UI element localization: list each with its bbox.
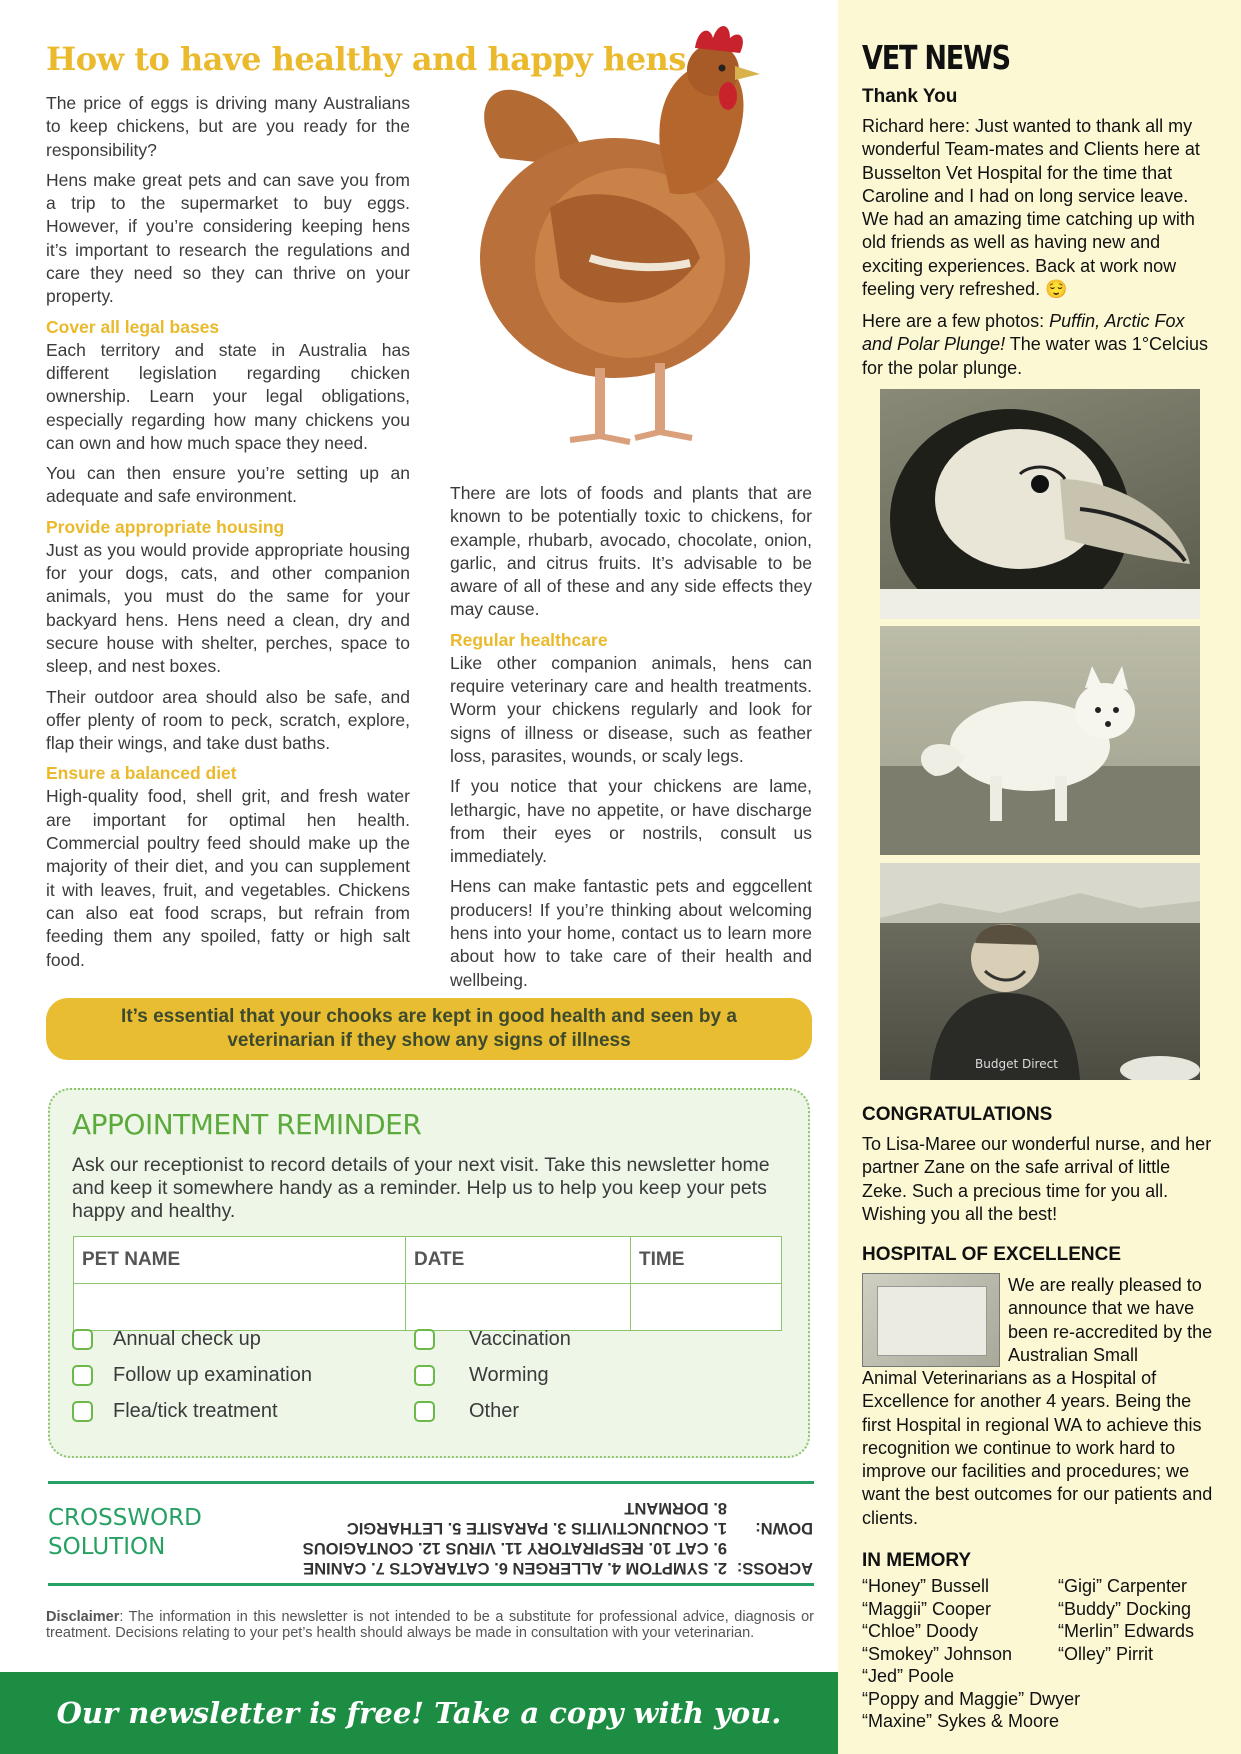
memory-row [862,1575,1222,1598]
legal-heading: Cover all legal bases [46,316,220,337]
pet-name-header: PET NAME [74,1237,406,1284]
checkbox-icon[interactable] [414,1401,435,1422]
photos-intro-text: Here are a few photos: [862,311,1050,331]
memory-name: “Maxine” Sykes & Moore [862,1711,1060,1731]
checkbox-flea-tick[interactable] [72,1400,278,1423]
photos-outro-text: The water was 1°Celcius for the polar plunge. [862,334,1209,378]
disclaimer-text: : The information in this newsletter is not intended to be a substitute for professional advice, diagnosis or treatment. Decisions relating to your pet’s health should always be made in consultation with your veterinarian. [46,1609,814,1641]
divider [48,1481,814,1484]
crossword-title-line: SOLUTION [48,1534,166,1560]
checkbox-label: Follow up examination [113,1364,312,1386]
date-header: DATE [406,1237,631,1284]
diet-heading: Ensure a balanced diet [46,763,237,784]
memory-row [862,1598,1222,1621]
appointment-title: APPOINTMENT REMINDER [72,1108,422,1141]
healthcare-paragraph-3: Hens can make fantastic pets and eggcellent producers! If you’re thinking about welcoming hens into your home, contact us to learn more about how to take care of their health and wellbeing. [450,876,812,990]
checkbox-icon[interactable] [72,1401,93,1422]
divider [48,1583,814,1586]
toxic-paragraph: There are lots of foods and plants that are known to be potentially toxic to chickens, for example, rhubarb, avocado, chocolate, onion, garlic, and citrus fruits. It’s advisable to be aware of all of these and any side effects they may cause. [450,483,812,620]
across-answers: 9. CAT 10. RESPIRATORY 11. VIRUS 12. CONTAGIOUS [302,1539,727,1557]
checkbox-icon[interactable] [414,1365,435,1386]
crossword-title [48,1504,202,1562]
photos-names: Puffin, Arctic Fox and Polar Plunge! [862,311,1185,355]
disclaimer [46,1609,814,1641]
checkbox-follow-up[interactable] [72,1364,312,1387]
checkbox-label: Other [469,1400,520,1422]
healthcare-heading: Regular healthcare [450,629,608,650]
memory-row [862,1643,1222,1666]
footer-banner: Our newsletter is free! Take a copy with you. [0,1672,838,1754]
left-column [46,92,410,979]
housing-paragraph: Just as you would provide appropriate housing for your dogs, cats, and other companion animals, you must do the same for your backyard hens. Hens need a clean, dry and secure house with shelter, perches, space to sleep, and nest boxes. [46,539,410,677]
memory-name: “Maggii” Cooper [862,1598,992,1619]
memory-name: “Olley” Pirrit [1058,1643,1153,1664]
crossword-title-line: CROSSWORD [48,1505,202,1531]
polar-plunge-photo [880,863,1200,1080]
pet-name-field[interactable] [74,1284,406,1331]
memory-name: “Gigi” Carpenter [1058,1576,1188,1596]
photo-shirt-label: Budget Direct [975,1057,1058,1071]
checkbox-other[interactable] [414,1400,519,1423]
down-label: DOWN: [755,1519,813,1537]
disclaimer-label: Disclaimer [46,1609,120,1625]
healthcare-paragraph-2: If you notice that your chickens are lame, lethargic, have no appetite, or have discharge from their eyes or nostrils, consult us immediately. [450,776,812,867]
time-field[interactable] [631,1284,782,1331]
down-answers: 1. CONJUNCTIVITIS 3. PARASITE 5. LETHARGIC [346,1519,727,1537]
hospital-text: We are really pleased to announce that we have been re-accredited by the Australian Small [1008,1275,1213,1365]
congratulations-text: To Lisa-Maree our wonderful nurse, and her partner Zane on the safe arrival of little Zeke. Such a precious time for you all. Wishing you all the best! [862,1134,1212,1224]
memory-name: “Chloe” Doody [862,1621,979,1641]
across-answers: 2. SYMPTOM 4. ALLERGEN 6. CATARACTS 7. CANINE [303,1559,727,1577]
across-label: ACROSS: [736,1559,813,1577]
down-row [235,1518,813,1538]
across-row [235,1538,813,1558]
down-answers: 8. DORMANT [624,1499,727,1517]
appointment-reminder [48,1088,810,1458]
housing-heading: Provide appropriate housing [46,516,285,537]
intro-paragraph-2: Hens make great pets and can save you from a trip to the supermarket to buy eggs. However, if you’re considering keeping hens it’s important to research the regulations and care they need so they can thrive on your property. [46,169,410,307]
checkbox-worming[interactable] [414,1364,549,1387]
memory-name: “Poppy and Maggie” Dwyer [862,1688,1081,1709]
healthcare-paragraph: Like other companion animals, hens can require veterinary care and health treatments. Worm your chickens regularly and look for signs of illness or disease, such as feather loss, parasites, wounds, or scaly legs. [450,652,812,766]
date-field[interactable] [406,1284,631,1331]
checkbox-label: Vaccination [469,1328,571,1350]
checkbox-label: Flea/tick treatment [113,1400,278,1422]
thank-you-text: Richard here: Just wanted to thank all my wonderful Team-mates and Clients here at Busselton Vet Hospital for the time that Caroline and I had on long service leave. We had an amazing time catching up with old friends as well as having new and exciting experiences. Back at work now feeling very refreshed. 😌 [862,116,1200,300]
in-memory-list [862,1575,1222,1733]
congratulations-heading: CONGRATULATIONS [862,1104,1053,1125]
thank-you-heading: Thank You [862,86,958,107]
memory-row [862,1620,1222,1643]
legal-paragraph: Each territory and state in Australia has different legislation regarding chicken ownership. Learn your legal obligations, especially regarding how many chickens you can own and how much space they need. [46,339,410,453]
certificate-photo [862,1273,1000,1367]
diet-paragraph: High-quality food, shell grit, and fresh water are important for optimal hen health. Commercial poultry feed should make up the majority of their diet, and you can supplement it with leaves, fruit, and vegetables. Chickens can also eat food scraps, but refrain from feeding them any spoiled, fatty or high salt food. [46,786,410,970]
arctic-fox-photo [880,626,1200,855]
photos-intro [862,310,1212,380]
checkbox-label: Worming [469,1364,549,1386]
checkbox-label: Annual check up [113,1328,261,1350]
appointment-table [73,1236,782,1331]
intro-paragraph: The price of eggs is driving many Australians to keep chickens, but are you ready for the responsibility? [46,93,410,160]
memory-name: “Buddy” Docking [1058,1598,1192,1619]
checkbox-annual-check-up[interactable] [72,1328,261,1351]
vet-news-title: VET NEWS [862,38,1010,77]
checkbox-vaccination[interactable] [414,1328,571,1351]
middle-column [450,482,812,999]
hospital-heading: HOSPITAL OF EXCELLENCE [862,1244,1121,1265]
legal-paragraph-2: You can then ensure you’re setting up an adequate and safe environment. [46,463,410,507]
hen-illustration [430,8,810,473]
down-row [235,1498,813,1518]
memory-name: “Smokey” Johnson [862,1643,1013,1664]
appointment-text: Ask our receptionist to record details of your next visit. Take this newsletter home and keep it somewhere handy as a reminder. Help us to help you keep your pets happy and healthy. [72,1154,770,1222]
checkbox-icon[interactable] [72,1329,93,1350]
across-row [235,1558,813,1578]
certificate-paper [877,1286,987,1356]
time-header: TIME [631,1237,782,1284]
memory-name: “Jed” Poole [862,1666,955,1686]
memory-name: “Honey” Bussell [862,1576,990,1596]
checkbox-icon[interactable] [414,1329,435,1350]
hospital-text-2: Animal Veterinarians as a Hospital of Excellence for another 4 years. Being the first Hospital in regional WA to achieve this recognition we continue to work hard to improve our facilities and procedures; we want the best outcomes for our patients and clients. [862,1368,1213,1528]
in-memory-heading: IN MEMORY [862,1550,972,1571]
puffin-photo [880,389,1200,619]
memory-name: “Merlin” Edwards [1058,1621,1195,1641]
housing-paragraph-2: Their outdoor area should also be safe, and offer plenty of room to peck, scratch, explore, flap their wings, and take dust baths. [46,686,410,754]
checkbox-icon[interactable] [72,1365,93,1386]
article-title: How to have healthy and happy hens [46,40,686,78]
callout-banner: It’s essential that your chooks are kept in good health and seen by a veterinarian if they show any signs of illness [46,998,812,1060]
crossword-answers-upside-down [235,1498,813,1578]
